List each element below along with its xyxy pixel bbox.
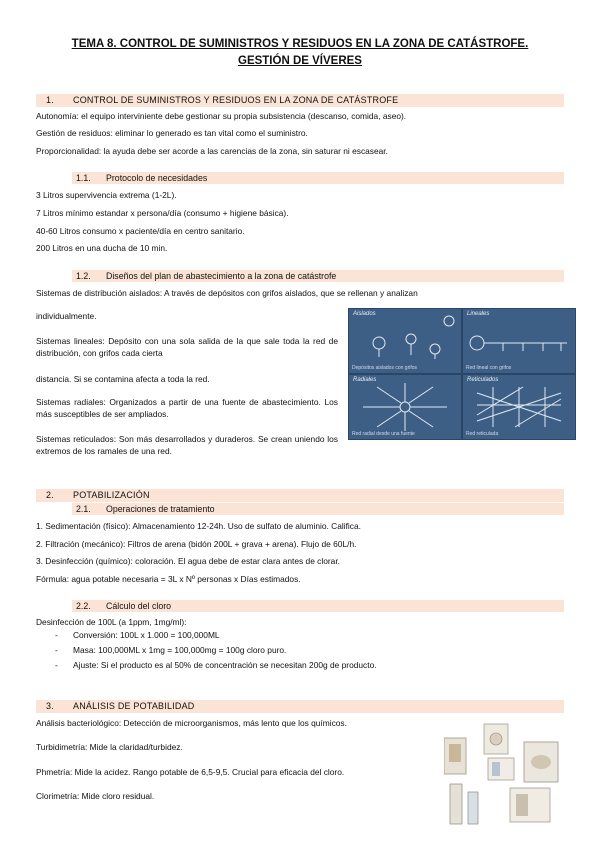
formula-line: Fórmula: agua potable necesaria = 3L x Nº personas x Días estimados. (36, 574, 301, 584)
section-2-heading (36, 489, 564, 502)
subsection-1-1-heading (72, 172, 564, 184)
section-number: 3. (46, 701, 54, 711)
subsection-title: Cálculo del cloro (106, 601, 172, 611)
section-title: POTABILIZACIÓN (73, 490, 150, 500)
diagram-caption: Red radial desde una fuente (352, 431, 415, 437)
lab-equipment-illustration (444, 722, 564, 826)
bullet-text: Ajuste: Si el producto es al 50% de concentración se necesitan 200g de producto. (73, 660, 377, 670)
diagram-aislados (348, 308, 462, 374)
diagram-aislados-drawing (349, 309, 461, 373)
bullet-text: Conversión: 100L x 1.000 = 100,000ML (73, 630, 220, 640)
subsection-2-2-heading (72, 600, 564, 612)
subsection-1-2-heading (72, 270, 564, 282)
paragraph-reticulados: Sistemas reticulados: Son más desarrollados y duraderos. Se crean uniendo los extremos de los ramales de una red. (36, 434, 338, 456)
diagram-caption: Red reticulada (466, 431, 499, 437)
paragraph-proporcionalidad: Proporcionalidad: la ayuda debe ser acorde a las carencias de la zona, sin saturar ni escasear. (36, 146, 388, 156)
subsection-number: 1.1. (76, 173, 91, 183)
list-item: 3 Litros supervivencia extrema (1-2L). (36, 190, 177, 200)
bullet-text: Masa: 100,000ML x 1mg = 100,000mg = 100g cloro puro. (73, 645, 287, 655)
subsection-number: 1.2. (76, 271, 91, 281)
diagram-label: Reticulados (467, 377, 499, 383)
diagram-label: Radiales (353, 377, 377, 383)
diagram-lineales-drawing (463, 309, 575, 373)
diagram-caption: Depósitos aislados con grifos (352, 365, 418, 371)
diagram-caption: Red lineal con grifos (466, 365, 512, 371)
title-line-2: GESTIÓN DE VÍVERES (238, 55, 362, 67)
subsection-number: 2.1. (76, 504, 91, 514)
section-1-heading (36, 94, 564, 107)
subsection-title: Operaciones de tratamiento (106, 504, 215, 514)
subsection-number: 2.2. (76, 601, 91, 611)
diagram-lineales (462, 308, 576, 374)
diagram-radiales (348, 374, 462, 440)
list-item: 200 Litros en una ducha de 10 min. (36, 243, 168, 253)
diagram-label: Lineales (467, 311, 490, 317)
bullet-dash: - (55, 645, 58, 655)
list-item: 3. Desinfección (químico): coloración. El agua debe de estar clara antes de clorar. (36, 556, 340, 566)
list-item: 1. Sedimentación (físico): Almacenamiento 12-24h. Uso de sulfato de aluminio. Califica. (36, 521, 361, 531)
paragraph-autonomia: Autonomía: el equipo interviniente debe gestionar su propia subsistencia (descanso, comida, aseo). (36, 111, 407, 121)
section-3-heading (36, 700, 564, 713)
paragraph-aislados-cont: individualmente. (36, 311, 97, 321)
subsection-2-1-heading (72, 503, 564, 515)
section-number: 2. (46, 490, 54, 500)
paragraph-desinfeccion: Desinfección de 100L (a 1ppm, 1mg/ml): (36, 617, 187, 627)
subsection-title: Protocolo de necesidades (106, 173, 208, 183)
page-title (30, 36, 570, 70)
diagram-reticulados (462, 374, 576, 440)
list-item: 7 Litros mínimo estandar x persona/día (consumo + higiene básica). (36, 208, 289, 218)
list-item: Phmetría: Mide la acidez. Rango potable de 6,5-9,5. Crucial para eficacia del cloro. (36, 767, 345, 777)
list-item: Clorimetría: Mide cloro residual. (36, 791, 155, 801)
section-title: CONTROL DE SUMINISTROS Y RESIDUOS EN LA ZONA DE CATÁSTROFE (73, 95, 399, 105)
diagram-label: Aislados (353, 311, 376, 317)
bullet-dash: - (55, 660, 58, 670)
title-line-1: TEMA 8. CONTROL DE SUMINISTROS Y RESIDUOS EN LA ZONA DE CATÁSTROFE. (71, 38, 529, 50)
paragraph-aislados: Sistemas de distribución aislados: A través de depósitos con grifos aislados, que se rellenan y analizan (36, 288, 418, 298)
paragraph-lineales-cont: distancia. Si se contamina afecta a toda la red. (36, 374, 210, 384)
paragraph-lineales: Sistemas lineales: Depósito con una sola salida de la que sale toda la red de distribución, con grifos cada cierta (36, 336, 338, 358)
diagram-radiales-drawing (349, 375, 461, 439)
paragraph-residuos: Gestión de residuos: eliminar lo generado es tan vital como el suministro. (36, 128, 308, 138)
section-title: ANÁLISIS DE POTABILIDAD (73, 701, 195, 711)
subsection-title: Diseños del plan de abastecimiento a la zona de catástrofe (106, 271, 337, 281)
list-item: Análisis bacteriológico: Detección de microorganismos, más lento que los químicos. (36, 718, 347, 728)
bullet-dash: - (55, 630, 58, 640)
section-number: 1. (46, 95, 54, 105)
diagram-reticulados-drawing (463, 375, 575, 439)
list-item: 2. Filtración (mecánico): Filtros de arena (bidón 200L + grava + arena). Flujo de 60L/h. (36, 539, 357, 549)
paragraph-radiales: Sistemas radiales: Organizados a partir de una fuente de abastecimiento. Los más susceptibles de ser ampliados. (36, 397, 338, 419)
list-item: 40-60 Litros consumo x paciente/día en centro sanitario. (36, 226, 245, 236)
list-item: Turbidimetría: Mide la claridad/turbidez. (36, 742, 183, 752)
